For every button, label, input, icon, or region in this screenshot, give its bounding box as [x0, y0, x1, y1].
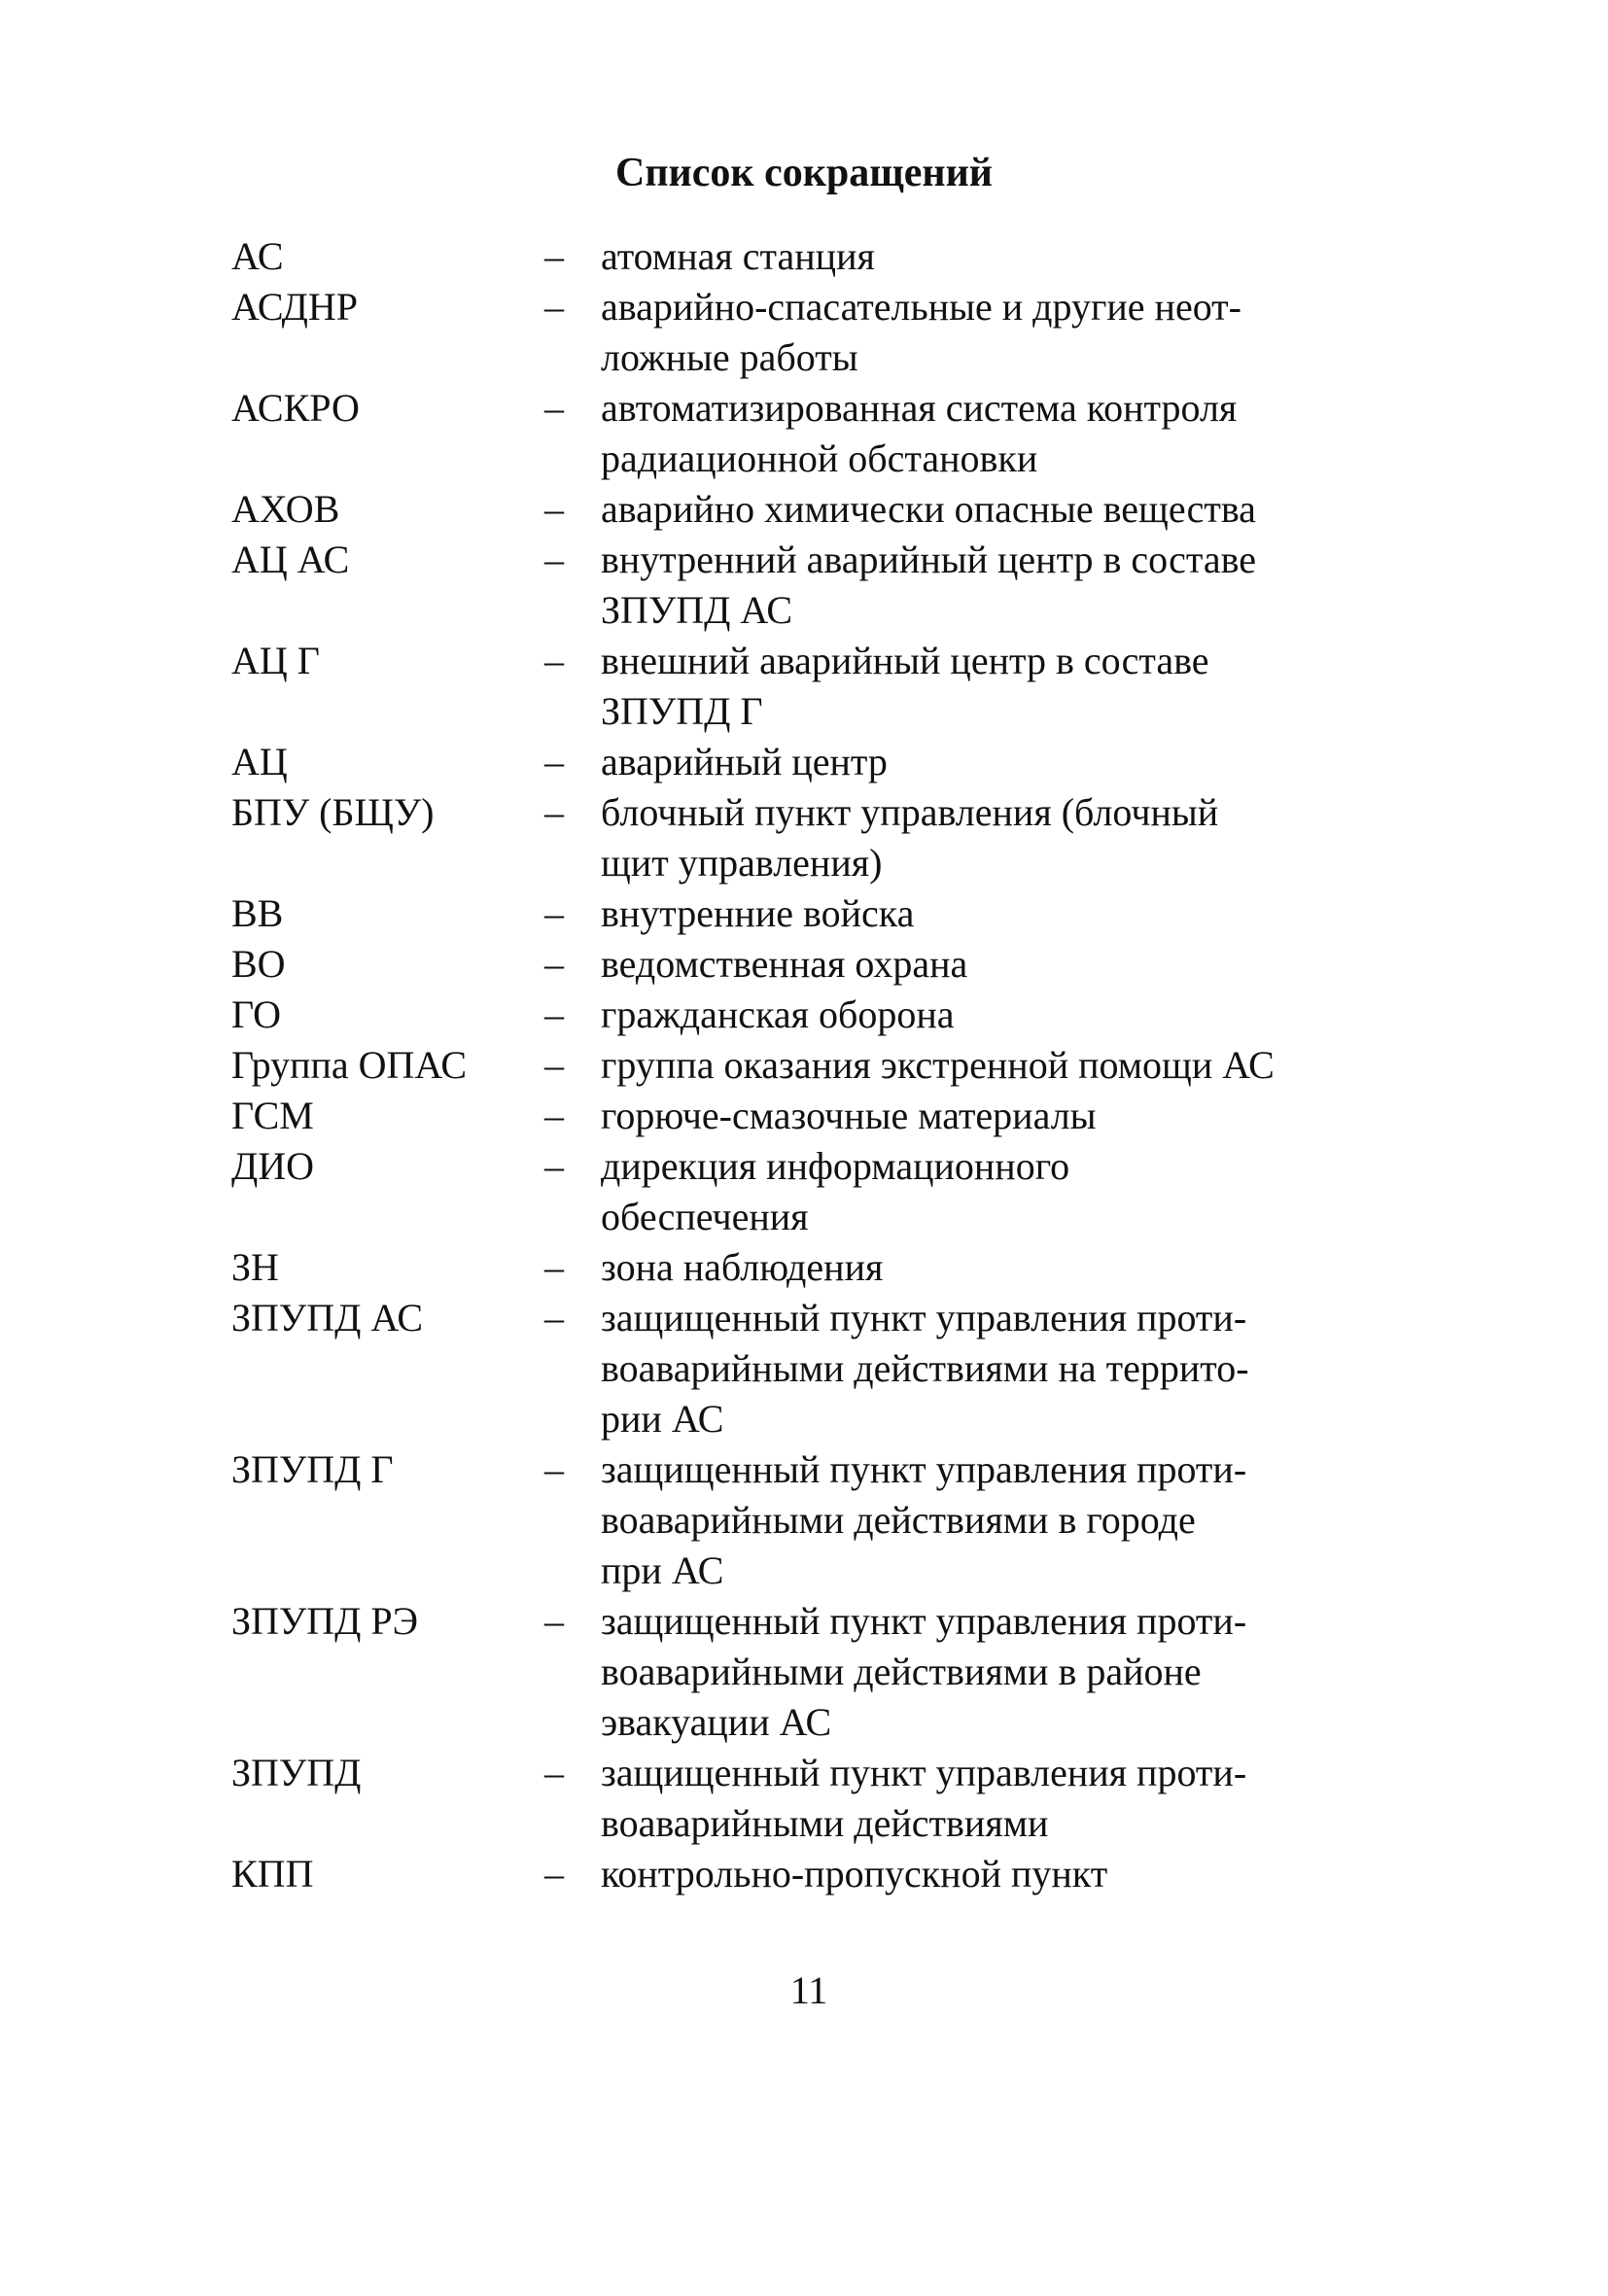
dash-separator: – [544, 1094, 564, 1137]
dash-separator: – [544, 1296, 564, 1339]
abbreviation-term: АЦ Г [231, 639, 320, 682]
definition-line: защищенный пункт управления проти- [601, 1599, 1247, 1643]
page-title: Список сокращений [615, 151, 993, 195]
definition-line: автоматизированная система контроля [601, 386, 1238, 430]
definition-line: внешний аварийный центр в составе [601, 639, 1209, 682]
abbreviation-term: АЦ АС [231, 538, 350, 581]
abbreviation-definition [601, 1596, 1427, 1748]
list-item [231, 1849, 1427, 1899]
abbreviation-term: АЦ [231, 740, 288, 783]
list-item [231, 1596, 1427, 1748]
definition-line: ЗПУПД АС [601, 588, 792, 632]
abbreviation-definition [601, 737, 1427, 787]
abbreviation-definition [601, 1444, 1427, 1596]
dash-separator: – [544, 992, 564, 1036]
definition-line: аварийно-спасательные и другие неот- [601, 285, 1241, 329]
definition-line: ведомственная охрана [601, 942, 968, 986]
dash-separator: – [544, 740, 564, 783]
dash-separator: – [544, 1852, 564, 1896]
dash-separator: – [544, 1447, 564, 1491]
definition-line: группа оказания экстренной помощи АС [601, 1043, 1275, 1087]
definition-line: рии АС [601, 1397, 724, 1441]
abbreviation-definition [601, 1040, 1427, 1091]
dash-separator: – [544, 386, 564, 430]
abbreviation-definition [601, 1293, 1427, 1444]
dash-separator: – [544, 1245, 564, 1289]
definition-line: воаварийными действиями на террито- [601, 1346, 1249, 1390]
abbreviation-term: Группа ОПАС [231, 1043, 467, 1087]
abbreviation-definition [601, 1091, 1427, 1141]
abbreviation-definition [601, 1849, 1427, 1899]
definition-line: гражданская оборона [601, 992, 955, 1036]
dash-separator: – [544, 1043, 564, 1087]
definition-line: горюче-смазочные материалы [601, 1094, 1097, 1137]
list-item [231, 1091, 1427, 1141]
abbreviation-definition [601, 231, 1427, 282]
list-item [231, 1040, 1427, 1091]
list-item [231, 1748, 1427, 1849]
dash-separator: – [544, 487, 564, 531]
definition-line: зона наблюдения [601, 1245, 884, 1289]
abbreviation-definition [601, 535, 1427, 636]
abbreviation-definition [601, 484, 1427, 535]
dash-separator: – [544, 790, 564, 834]
abbreviation-term: АС [231, 234, 284, 278]
abbreviation-definition [601, 1242, 1427, 1293]
abbreviation-term: КПП [231, 1852, 314, 1896]
list-item [231, 535, 1427, 636]
list-item [231, 737, 1427, 787]
abbreviation-term: АСДНР [231, 285, 358, 329]
list-item [231, 1242, 1427, 1293]
abbreviation-list [231, 231, 1427, 1899]
dash-separator: – [544, 1751, 564, 1794]
definition-line: дирекция информационного [601, 1144, 1070, 1188]
definition-line: воаварийными действиями [601, 1801, 1049, 1845]
abbreviation-definition [601, 1748, 1427, 1849]
definition-line: обеспечения [601, 1195, 809, 1238]
abbreviation-term: ВО [231, 942, 286, 986]
dash-separator: – [544, 538, 564, 581]
dash-separator: – [544, 639, 564, 682]
dash-separator: – [544, 1599, 564, 1643]
abbreviation-term: ЗПУПД РЭ [231, 1599, 419, 1643]
definition-line: щит управления) [601, 841, 883, 885]
list-item [231, 1293, 1427, 1444]
list-item [231, 939, 1427, 990]
definition-line: защищенный пункт управления проти- [601, 1296, 1247, 1339]
abbreviation-term: ЗПУПД [231, 1751, 362, 1794]
definition-line: атомная станция [601, 234, 875, 278]
list-item [231, 1141, 1427, 1242]
definition-line: защищенный пункт управления проти- [601, 1751, 1247, 1794]
definition-line: воаварийными действиями в районе [601, 1650, 1202, 1693]
list-item [231, 888, 1427, 939]
abbreviation-term: АХОВ [231, 487, 340, 531]
abbreviation-term: ГСМ [231, 1094, 314, 1137]
abbreviation-definition [601, 888, 1427, 939]
abbreviation-definition [601, 383, 1427, 484]
abbreviation-term: БПУ (БЩУ) [231, 790, 435, 834]
definition-line: ЗПУПД Г [601, 689, 763, 733]
abbreviation-definition [601, 636, 1427, 737]
definition-line: аварийно химически опасные вещества [601, 487, 1256, 531]
abbreviation-term: ЗПУПД Г [231, 1447, 394, 1491]
list-item [231, 231, 1427, 282]
abbreviation-term: ЗН [231, 1245, 279, 1289]
list-item [231, 383, 1427, 484]
definition-line: ложные работы [601, 335, 858, 379]
list-item [231, 787, 1427, 888]
definition-line: контрольно-пропускной пункт [601, 1852, 1108, 1896]
abbreviation-definition [601, 990, 1427, 1040]
page-number: 11 [789, 1968, 828, 2012]
dash-separator: – [544, 891, 564, 935]
abbreviation-term: ЗПУПД АС [231, 1296, 423, 1339]
definition-line: блочный пункт управления (блочный [601, 790, 1219, 834]
dash-separator: – [544, 234, 564, 278]
definition-line: радиационной обстановки [601, 436, 1038, 480]
abbreviation-definition [601, 787, 1427, 888]
dash-separator: – [544, 285, 564, 329]
abbreviation-definition [601, 282, 1427, 383]
definition-line: внутренние войска [601, 891, 915, 935]
abbreviation-term: АСКРО [231, 386, 360, 430]
definition-line: воаварийными действиями в городе [601, 1498, 1196, 1542]
abbreviation-term: ДИО [231, 1144, 315, 1188]
abbreviation-term: ГО [231, 992, 282, 1036]
abbreviation-definition [601, 939, 1427, 990]
dash-separator: – [544, 1144, 564, 1188]
definition-line: защищенный пункт управления проти- [601, 1447, 1247, 1491]
definition-line: эвакуации АС [601, 1700, 832, 1744]
definition-line: внутренний аварийный центр в составе [601, 538, 1257, 581]
list-item [231, 282, 1427, 383]
definition-line: при АС [601, 1548, 724, 1592]
list-item [231, 1444, 1427, 1596]
list-item [231, 636, 1427, 737]
abbreviation-term: ВВ [231, 891, 284, 935]
dash-separator: – [544, 942, 564, 986]
abbreviation-definition [601, 1141, 1427, 1242]
list-item [231, 990, 1427, 1040]
list-item [231, 484, 1427, 535]
definition-line: аварийный центр [601, 740, 888, 783]
